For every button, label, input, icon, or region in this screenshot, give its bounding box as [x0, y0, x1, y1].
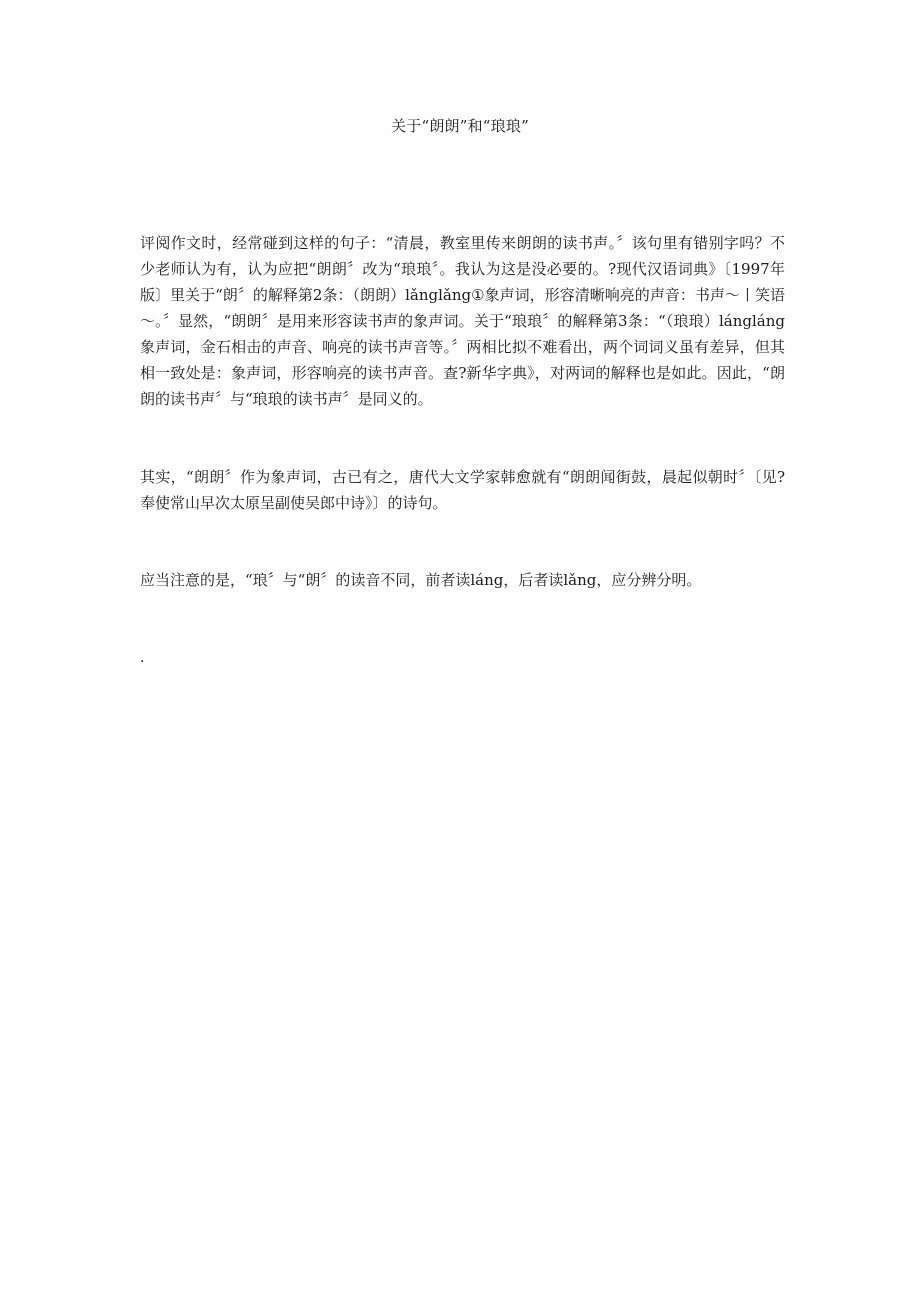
document-title: 关于“朗朗”和“琅琅”	[391, 117, 529, 135]
trailing-period: .	[140, 650, 145, 666]
paragraph-3: 应当注意的是，“琅〞与“朗〞的读音不同，前者读láng，后者读lǎng，应分辨分明。	[140, 571, 702, 589]
paragraph-2: 其实，“朗朗〞作为象声词，古已有之，唐代大文学家韩愈就有“朗朗闻街鼓，晨起似朝时〞〔见?奉使常山早次太原呈副使吴郎中诗》〕的诗句。	[140, 468, 785, 512]
paragraph-1: 评阅作文时，经常碰到这样的句子：“清晨，教室里传来朗朗的读书声。〞该句里有错别字吗？不少老师认为有，认为应把“朗朗〞改为“琅琅〞。我认为这是没必要的。?现代汉语词典》〔1997年版〕里关于“朗〞的解释第2条：（朗朗）lǎnglǎng①象声词，形容清晰响亮的声音：书声～丨笑语～。〞显然，“朗朗〞是用来形容读书声的象声词。关于“琅琅〞的解释第3条：“（琅琅）lángláng象声词，金石相击的声音、响亮的读书声音等。〞两相比拟不难看出，两个词词义虽有差异，但其相一致处是：象声词，形容响亮的读书声音。查?新华字典》，对两词的解释也是如此。因此，“朗朗的读书声〞与“琅琅的读书声〞是同义的。	[140, 234, 785, 408]
